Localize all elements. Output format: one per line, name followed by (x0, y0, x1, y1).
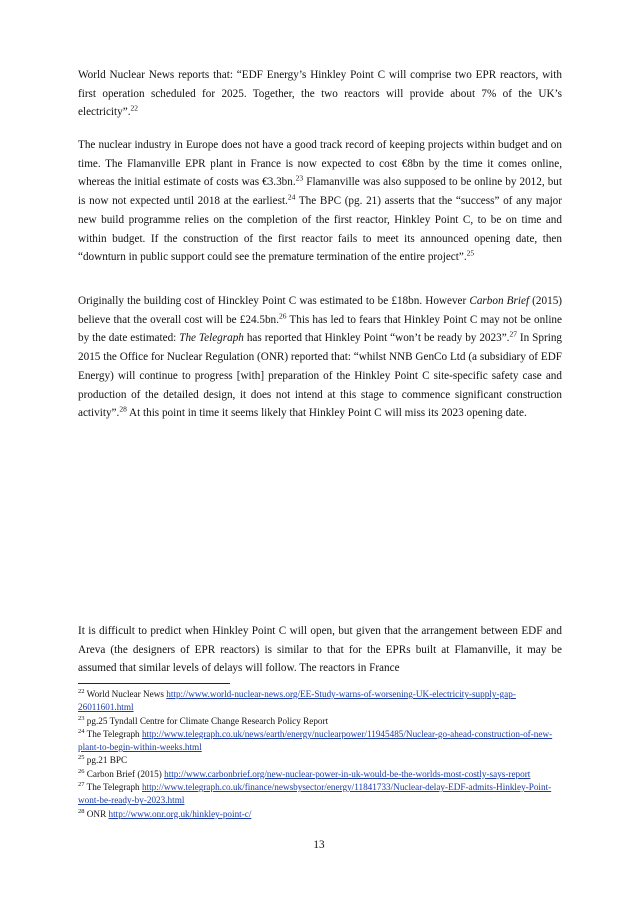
footnote-number: 22 (78, 687, 85, 695)
footnote-28 (78, 808, 562, 821)
paragraph-3 (78, 292, 562, 423)
footnote-link[interactable]: http://www.carbonbrief.org/new-nuclear-power-in-uk-would-be-the-worlds-most-costly-says-report (164, 768, 531, 779)
footnote-26 (78, 768, 562, 781)
footnote-23 (78, 715, 562, 728)
paragraph-3-text-d: has reported that Hinkley Point “won’t be ready by 2023”. (243, 332, 510, 345)
paragraph-3-text-f: At this point in time it seems likely that Hinkley Point C will miss its 2023 opening date. (126, 407, 527, 420)
footnote-text: pg.21 BPC (86, 755, 128, 766)
footnote-number: 24 (78, 727, 85, 735)
footnote-number: 27 (78, 781, 85, 789)
footnote-text: World Nuclear News (86, 689, 167, 699)
footnote-ref-22[interactable]: 22 (130, 103, 138, 113)
footnote-number: 23 (78, 714, 85, 722)
footnote-text: ONR (86, 808, 109, 819)
footnote-separator (78, 683, 230, 684)
footnote-link[interactable]: http://www.telegraph.co.uk/finance/newsbysector/energy/11841733/Nuclear-delay-EDF-admits-Hinkley-Point-wont-be-ready-by-2023.html (78, 782, 552, 806)
footnote-text: The Telegraph (86, 728, 142, 739)
footnote-number: 26 (78, 767, 85, 775)
paragraph-1-text: World Nuclear News reports that: “EDF Energy’s Hinkley Point C will comprise two EPR reactors, with first operation scheduled for 2025. Together, the two reactors will provide about 7% of the UK’s electricity”. (78, 69, 562, 119)
paragraph-3-text-a: Originally the building cost of Hinckley Point C was estimated to be £18bn. However (78, 295, 470, 307)
footnote-ref-23[interactable]: 23 (295, 173, 304, 183)
footnote-text: pg.25 Tyndall Centre for Climate Change Research Policy Report (86, 715, 329, 726)
footnote-ref-27[interactable]: 27 (509, 329, 517, 339)
footnote-number: 28 (78, 807, 85, 815)
footnote-link[interactable]: http://www.onr.org.uk/hinkley-point-c/ (108, 808, 252, 819)
telegraph-title: The Telegraph (179, 332, 244, 345)
footnote-ref-28[interactable]: 28 (119, 404, 127, 414)
footnote-ref-24[interactable]: 24 (287, 192, 296, 202)
paragraph-4-text: It is difficult to predict when Hinkley Point C will open, but given that the arrangement between EDF and Areva (the designers of EPR reactors) is similar to that for the EPRs built at Flamanville, it may be assumed that similar levels of delays will follow. The reactors in France (78, 625, 562, 675)
footnote-22 (78, 688, 562, 715)
footnote-ref-26[interactable]: 26 (278, 310, 287, 320)
paragraph-4 (78, 622, 562, 678)
paragraph-3-text-e: In Spring 2015 the Office for Nuclear Regulation (ONR) reported that: “whilst NNB GenCo Ltd (a subsidiary of EDF Energy) will continue to progress [with] preparation of the Hinkley Point C site-specific safety case and production of the detailed design, it does not intend at this stage to commence significant construction activity”. (78, 332, 563, 420)
footnotes (78, 688, 562, 821)
paragraph-2-text-b: Flamanville was also supposed to be online by 2012, but is now not expected until 2018 at the earliest. (78, 176, 562, 208)
paragraph-3-text-c: This has led to fears that Hinkley Point C may not be online by the date estimated: (78, 313, 562, 345)
page-number: 13 (313, 839, 325, 851)
footnote-27 (78, 781, 562, 808)
carbon-brief-title: Carbon Brief (469, 295, 530, 307)
footnote-ref-25[interactable]: 25 (466, 248, 475, 258)
paragraph-2-text-a: The nuclear industry in Europe does not have a good track record of keeping projects within budget and on time. The Flamanville EPR plant in France is now expected to cost €8bn by the time it comes online, whereas the initial estimate of costs was €3.3bn. (78, 139, 562, 189)
footnote-text: Carbon Brief (2015) (86, 768, 165, 779)
footnote-number: 25 (78, 754, 85, 762)
paragraph-1 (78, 66, 562, 122)
paragraph-2-text-c: The BPC (pg. 21) asserts that the “success” of any major new build programme relies on the completion of the first reactor, Hinkley Point C, to be on time and within budget. If the construction of the first reactor fails to meet its announced opening date, then “downturn in public support could see the premature termination of the entire project”. (78, 195, 562, 264)
footnote-25 (78, 754, 562, 767)
footnote-link[interactable]: http://www.telegraph.co.uk/news/earth/energy/nuclearpower/11945485/Nuclear-go-ahead-construction-of-new-plant-to-begin-within-weeks.html (78, 728, 553, 753)
paragraph-2 (78, 136, 562, 267)
paragraph-3-text-b: (2015) believe that the overall cost will be £24.5bn. (78, 295, 563, 326)
footnote-link[interactable]: http://www.world-nuclear-news.org/EE-Study-warns-of-worsening-UK-electricity-supply-gap-26011601.html (78, 689, 516, 713)
footnote-text: The Telegraph (86, 782, 142, 793)
footnote-24 (78, 728, 562, 755)
